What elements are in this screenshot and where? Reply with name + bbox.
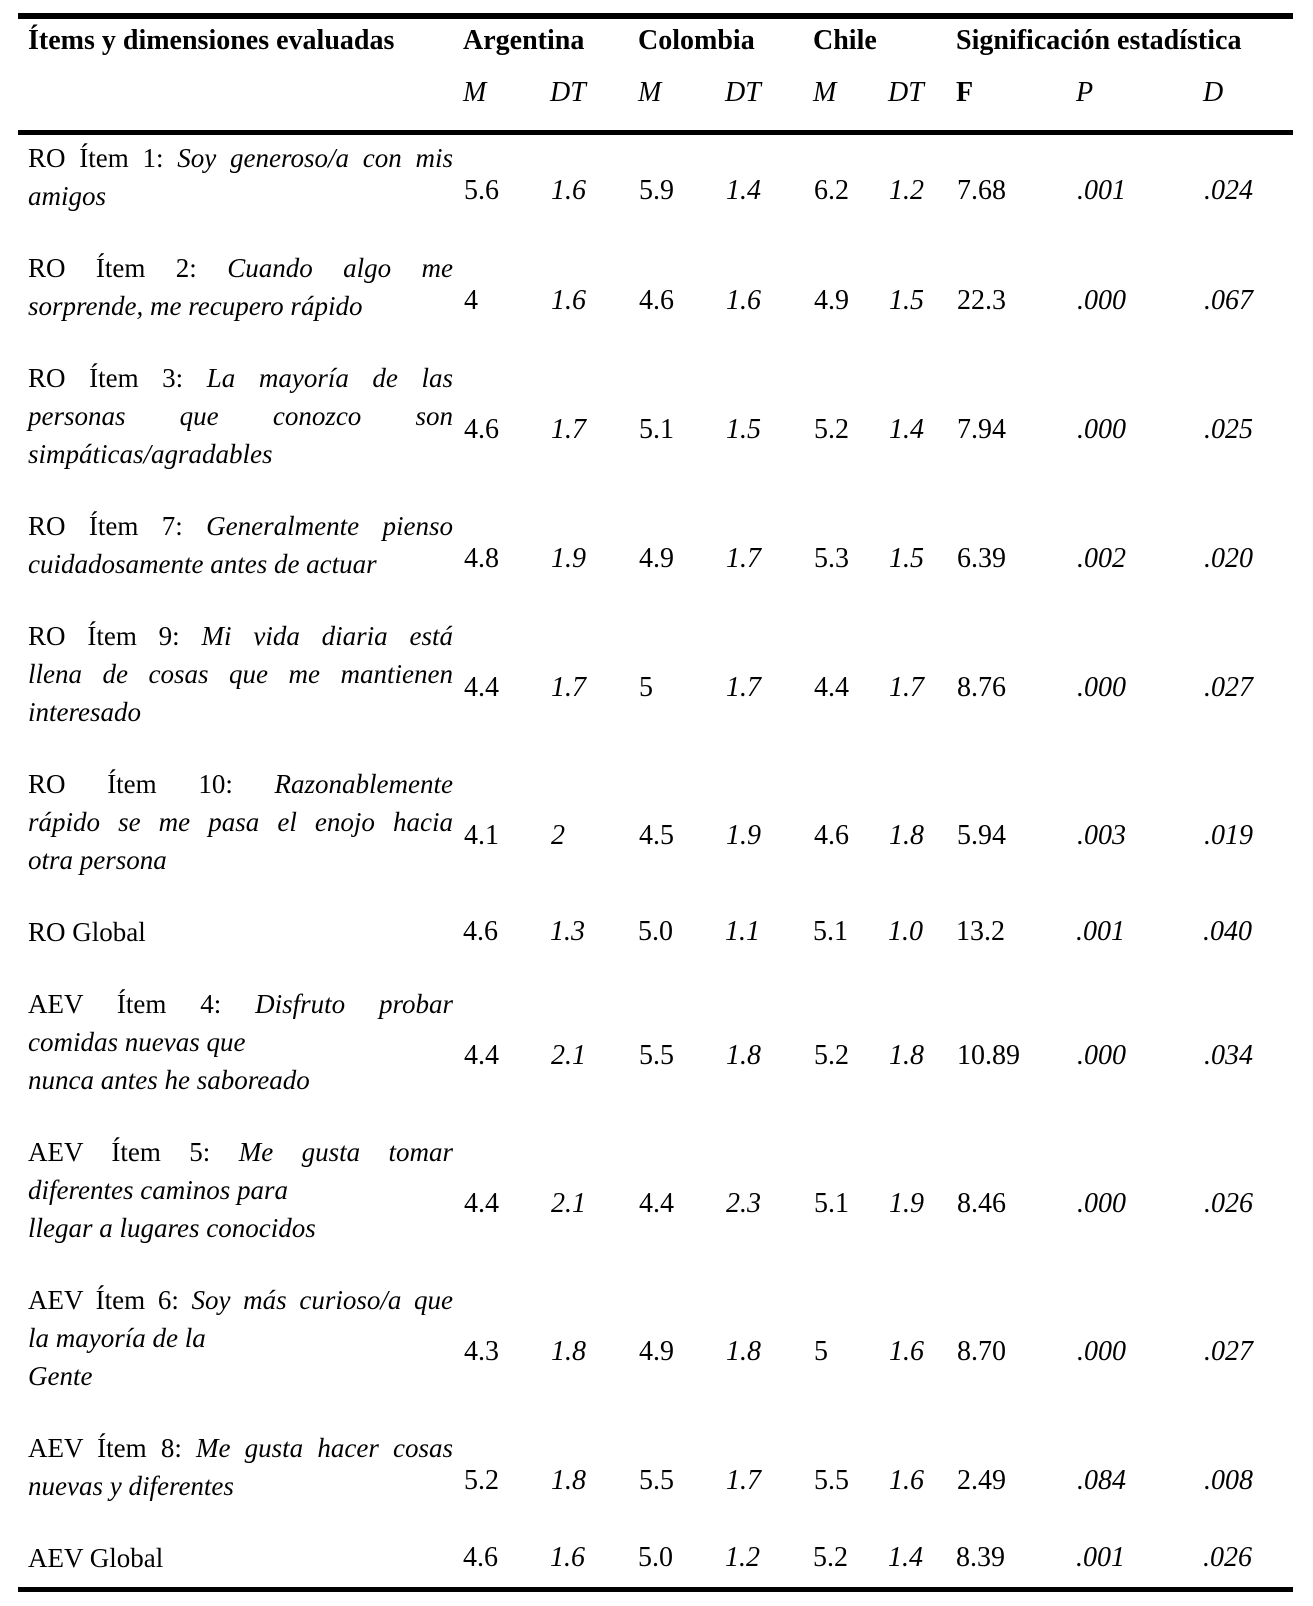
item-text-line: [28, 841, 453, 879]
value-cell-d: .019: [1204, 820, 1254, 851]
item-text: [28, 507, 453, 583]
item-text-line: [28, 435, 453, 473]
item-statement: La mayoría de las: [206, 362, 454, 393]
value-cell-argentina-dt: 1.7: [551, 414, 586, 445]
value-cell-argentina-m: 5.6: [464, 174, 499, 206]
item-label: RO Global: [28, 916, 146, 947]
value-cell-p: .000: [1077, 285, 1127, 316]
value-cell-colombia-dt: 1.5: [726, 414, 762, 445]
value-cell-d: .027: [1204, 672, 1254, 703]
value-cell-colombia-m: 4.5: [639, 820, 675, 851]
value-cell-colombia-m: 5.5: [639, 1040, 675, 1071]
value-cell-argentina-dt: 1.3: [550, 915, 585, 947]
item-text: [28, 1281, 453, 1395]
item-text-line: [28, 287, 453, 325]
value-cell-p: .000: [1077, 1040, 1127, 1071]
subcol-m-chile: M: [813, 72, 888, 132]
value-cell-d: .026: [1203, 1541, 1253, 1573]
table-header: [18, 16, 1293, 132]
value-cell-f: 8.70: [957, 1336, 1007, 1367]
item-text-line: [28, 1429, 453, 1467]
item-text-line: [28, 397, 453, 435]
value-cell-argentina-dt: 2.1: [551, 1188, 586, 1219]
table-container: [18, 13, 1293, 1592]
value-cell-p: .001: [1077, 174, 1127, 206]
value-cell-colombia-m: 4.6: [639, 285, 675, 316]
subcol-dt-colombia: DT: [725, 72, 813, 132]
item-statement: diferentes caminos para: [28, 1174, 288, 1205]
table-row: [18, 1429, 1293, 1539]
value-cell-f: 8.39: [956, 1541, 1006, 1573]
value-cell-chile-m: 5.2: [813, 1541, 849, 1573]
value-cell-colombia-dt: 1.1: [725, 915, 761, 947]
item-statement: llegar a lugares conocidos: [28, 1212, 316, 1243]
item-label: AEV Ítem 5:: [28, 1136, 239, 1167]
item-statement: sorprende, me recupero rápido: [28, 290, 363, 321]
value-cell-f: 22.3: [957, 285, 1007, 316]
item-cell: [18, 507, 463, 617]
table-row: [18, 359, 1293, 507]
column-header-items: Ítems y dimensiones evaluadas: [18, 16, 463, 132]
value-cell-colombia-m: 5.0: [638, 915, 674, 947]
value-cell-p: .084: [1077, 1465, 1127, 1496]
value-cell-p: .000: [1077, 414, 1127, 445]
item-label: AEV Global: [28, 1542, 164, 1573]
item-text-line: [28, 985, 453, 1023]
group-header-significacion: Significación estadística: [956, 25, 1242, 56]
value-cell-p: .000: [1077, 1336, 1127, 1367]
item-cell: [18, 617, 463, 765]
item-statement: Soy más curioso/a que: [191, 1284, 453, 1315]
value-cell-p: .001: [1076, 1541, 1126, 1573]
item-text-line: [28, 359, 453, 397]
value-cell-argentina-m: 4.6: [463, 915, 498, 947]
value-cell-colombia-m: 5.9: [639, 174, 675, 206]
item-statement: Gente: [28, 1360, 93, 1391]
item-text-line: [28, 913, 453, 951]
value-cell-chile-m: 5.3: [814, 543, 850, 574]
value-cell-chile-m: 4.9: [814, 285, 850, 316]
value-cell-d: .024: [1204, 174, 1254, 206]
value-cell-argentina-m: 4: [464, 285, 478, 316]
value-cell-colombia-m: 5: [639, 672, 654, 703]
item-statement: llena de cosas que me mantienen: [28, 658, 453, 689]
value-cell-chile-m: 5.2: [814, 414, 850, 445]
value-cell-colombia-dt: 1.6: [726, 285, 762, 316]
item-text-line: [28, 1357, 453, 1395]
value-cell-colombia-m: 4.4: [639, 1188, 675, 1219]
group-header-chile: Chile: [813, 25, 877, 56]
value-cell-d: .040: [1203, 915, 1253, 947]
value-cell-chile-m: 5: [814, 1336, 829, 1367]
item-text-line: [28, 507, 453, 545]
item-label: RO Ítem 3:: [28, 362, 207, 393]
item-cell: [18, 1281, 463, 1429]
value-cell-f: 8.76: [957, 672, 1007, 703]
item-statement: la mayoría de la: [28, 1322, 206, 1353]
value-cell-colombia-dt: 1.7: [726, 543, 762, 574]
subcol-dt-argentina: DT: [550, 72, 638, 132]
value-cell-argentina-dt: 1.6: [551, 285, 586, 316]
item-statement: amigos: [28, 180, 107, 211]
item-statement: Cuando algo me: [227, 252, 453, 283]
value-cell-colombia-m: 5.1: [639, 414, 675, 445]
value-cell-f: 6.39: [957, 543, 1007, 574]
value-cell-argentina-dt: 1.7: [551, 672, 586, 703]
item-text: [28, 1429, 453, 1505]
value-cell-chile-m: 4.4: [814, 672, 850, 703]
item-statement: Soy generoso/a con mis: [177, 142, 453, 173]
value-cell-f: 2.49: [957, 1465, 1007, 1496]
value-cell-argentina-m: 4.8: [464, 543, 499, 574]
value-cell-colombia-dt: 1.8: [726, 1040, 762, 1071]
item-cell: [18, 1429, 463, 1539]
item-text-line: [28, 803, 453, 841]
item-text: [28, 985, 453, 1099]
value-cell-colombia-dt: 1.4: [726, 174, 762, 206]
item-statement: Mi vida diaria está: [201, 620, 453, 651]
value-cell-p: .003: [1077, 820, 1127, 851]
value-cell-f: 8.46: [957, 1188, 1007, 1219]
item-text-line: [28, 545, 453, 583]
value-cell-d: .027: [1204, 1336, 1254, 1367]
group-header-row: [18, 16, 1293, 72]
item-text-line: [28, 1061, 453, 1099]
value-cell-argentina-dt: 1.6: [550, 1541, 585, 1573]
item-text-line: [28, 617, 453, 655]
value-cell-chile-dt: 1.8: [889, 1040, 925, 1071]
item-statement: Razonablemente: [274, 768, 453, 799]
item-statement: simpáticas/agradables: [28, 438, 273, 469]
subcol-d: D: [1203, 72, 1293, 132]
item-label: AEV Ítem 4:: [28, 988, 256, 1019]
item-statement: personas que conozco son: [28, 400, 453, 431]
value-cell-colombia-dt: 1.7: [726, 1465, 762, 1496]
item-text-line: [28, 1319, 453, 1357]
table-row: [18, 1539, 1293, 1590]
value-cell-argentina-m: 4.4: [464, 1188, 499, 1219]
value-cell-argentina-dt: 1.6: [551, 174, 586, 206]
value-cell-p: .000: [1077, 672, 1127, 703]
value-cell-argentina-m: 4.4: [464, 672, 499, 703]
item-text-line: [28, 1171, 453, 1209]
value-cell-argentina-m: 5.2: [464, 1465, 499, 1496]
group-header-colombia: Colombia: [638, 25, 755, 56]
value-cell-argentina-dt: 1.9: [551, 543, 586, 574]
value-cell-chile-dt: 1.7: [889, 672, 925, 703]
value-cell-chile-m: 5.1: [814, 1188, 850, 1219]
value-cell-chile-dt: 1.9: [889, 1188, 925, 1219]
item-text: [28, 139, 453, 215]
table-row: [18, 913, 1293, 985]
item-text-line: [28, 1023, 453, 1061]
item-statement: interesado: [28, 696, 141, 727]
subcol-f: F: [956, 72, 1076, 132]
value-cell-chile-dt: 1.2: [889, 174, 925, 206]
item-text-line: [28, 1209, 453, 1247]
item-statement: comidas nuevas que: [28, 1026, 246, 1057]
item-label: RO Ítem 1:: [28, 142, 178, 173]
value-cell-p: .002: [1077, 543, 1127, 574]
value-cell-chile-dt: 1.5: [889, 285, 925, 316]
value-cell-argentina-m: 4.1: [464, 820, 499, 851]
item-text: [28, 249, 453, 325]
value-cell-colombia-dt: 1.2: [725, 1541, 761, 1573]
value-cell-colombia-dt: 2.3: [726, 1188, 762, 1219]
value-cell-chile-m: 6.2: [814, 174, 850, 206]
value-cell-f: 7.94: [957, 414, 1007, 445]
value-cell-d: .008: [1204, 1465, 1254, 1496]
value-cell-chile-m: 5.1: [813, 915, 849, 947]
value-cell-argentina-m: 4.4: [464, 1040, 499, 1071]
subcol-dt-chile: DT: [888, 72, 956, 132]
table-row: [18, 249, 1293, 359]
value-cell-colombia-m: 5.5: [639, 1465, 675, 1496]
item-cell: [18, 1539, 463, 1590]
item-label: AEV Ítem 6:: [28, 1284, 192, 1315]
item-text-line: [28, 655, 453, 693]
item-text-line: [28, 1133, 453, 1171]
item-statement: otra persona: [28, 844, 167, 875]
table-row: [18, 617, 1293, 765]
value-cell-colombia-m: 5.0: [638, 1541, 674, 1573]
item-text-line: [28, 765, 453, 803]
item-label: RO Ítem 10:: [28, 768, 275, 799]
item-text-line: [28, 177, 453, 215]
value-cell-chile-dt: 1.4: [888, 1541, 924, 1573]
item-statement: cuidadosamente antes de actuar: [28, 548, 377, 579]
value-cell-d: .020: [1204, 543, 1254, 574]
item-cell: [18, 913, 463, 985]
item-cell: [18, 359, 463, 507]
value-cell-colombia-dt: 1.9: [726, 820, 762, 851]
item-text-line: [28, 1539, 453, 1577]
group-header-argentina: Argentina: [463, 25, 585, 56]
value-cell-d: .067: [1204, 285, 1254, 316]
item-label: AEV Ítem 8:: [28, 1432, 197, 1463]
table-row: [18, 985, 1293, 1133]
item-statement: nuevas y diferentes: [28, 1470, 234, 1501]
value-cell-chile-dt: 1.6: [889, 1336, 925, 1367]
value-cell-f: 13.2: [956, 915, 1006, 947]
item-statement: Disfruto probar: [255, 988, 454, 1019]
item-label: RO Ítem 7:: [28, 510, 207, 541]
item-text: [28, 359, 453, 473]
value-cell-chile-dt: 1.6: [889, 1465, 925, 1496]
value-cell-colombia-m: 4.9: [639, 1336, 675, 1367]
value-cell-d: .025: [1204, 414, 1254, 445]
stats-table: [18, 13, 1293, 1592]
item-cell: [18, 765, 463, 913]
value-cell-chile-dt: 1.4: [889, 414, 925, 445]
value-cell-argentina-dt: 1.8: [551, 1465, 586, 1496]
item-cell: [18, 249, 463, 359]
value-cell-argentina-m: 4.6: [463, 1541, 498, 1573]
item-text-line: [28, 1281, 453, 1319]
item-label: RO Ítem 9:: [28, 620, 202, 651]
value-cell-f: 5.94: [957, 820, 1007, 851]
table-row: [18, 1281, 1293, 1429]
item-text: [28, 1539, 453, 1577]
table-body: [18, 132, 1293, 1589]
item-statement: Me gusta tomar: [238, 1136, 454, 1167]
value-cell-chile-m: 5.2: [814, 1040, 850, 1071]
value-cell-p: .001: [1076, 915, 1126, 947]
item-text-line: [28, 693, 453, 731]
value-cell-colombia-m: 4.9: [639, 543, 675, 574]
item-cell: [18, 1133, 463, 1281]
value-cell-argentina-dt: 2: [551, 820, 565, 851]
item-statement: rápido se me pasa el enojo hacia: [28, 806, 453, 837]
item-text: [28, 1133, 453, 1247]
value-cell-argentina-dt: 2.1: [551, 1040, 586, 1071]
item-text: [28, 913, 453, 951]
item-text-line: [28, 139, 453, 177]
value-cell-p: .000: [1077, 1188, 1127, 1219]
item-cell: [18, 132, 463, 249]
item-label: RO Ítem 2:: [28, 252, 228, 283]
subcol-m-colombia: M: [638, 72, 725, 132]
value-cell-chile-dt: 1.8: [889, 820, 925, 851]
value-cell-argentina-m: 4.3: [464, 1336, 499, 1367]
value-cell-colombia-dt: 1.7: [726, 672, 762, 703]
table-row: [18, 507, 1293, 617]
item-text: [28, 765, 453, 879]
item-text-line: [28, 1467, 453, 1505]
item-cell: [18, 985, 463, 1133]
value-cell-colombia-dt: 1.8: [726, 1336, 762, 1367]
table-row: [18, 1133, 1293, 1281]
value-cell-f: 7.68: [957, 174, 1007, 206]
value-cell-d: .034: [1204, 1040, 1254, 1071]
item-statement: Me gusta hacer cosas: [196, 1432, 453, 1463]
value-cell-argentina-dt: 1.8: [551, 1336, 586, 1367]
item-text: [28, 617, 453, 731]
value-cell-chile-m: 4.6: [814, 820, 850, 851]
table-row: [18, 132, 1293, 249]
value-cell-f: 10.89: [957, 1040, 1021, 1071]
value-cell-d: .026: [1204, 1188, 1254, 1219]
item-statement: Generalmente pienso: [206, 510, 453, 541]
subcol-p: P: [1076, 72, 1203, 132]
value-cell-chile-dt: 1.0: [888, 915, 924, 947]
table-row: [18, 765, 1293, 913]
subcol-m-argentina: M: [463, 72, 550, 132]
item-text-line: [28, 249, 453, 287]
value-cell-chile-dt: 1.5: [889, 543, 925, 574]
value-cell-argentina-m: 4.6: [464, 414, 499, 445]
item-statement: nunca antes he saboreado: [28, 1064, 310, 1095]
value-cell-chile-m: 5.5: [814, 1465, 850, 1496]
